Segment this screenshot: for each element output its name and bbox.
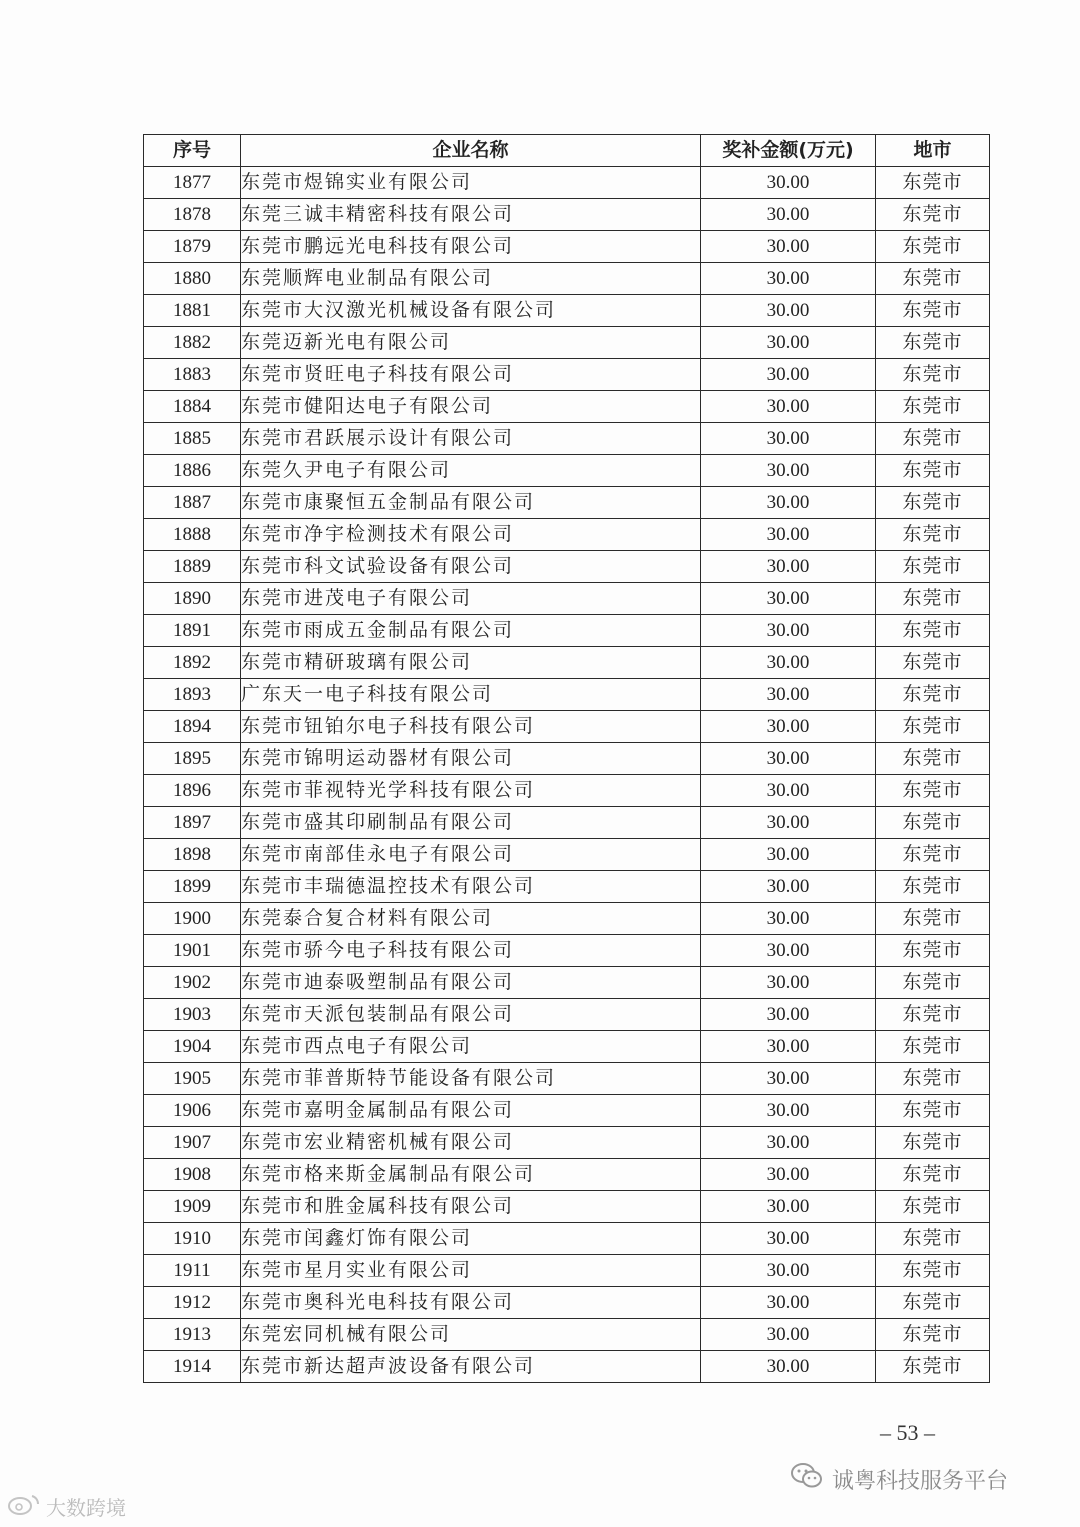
row-index: 1880 xyxy=(144,263,241,295)
city-name: 东莞市 xyxy=(876,231,990,263)
company-name: 广东天一电子科技有限公司 xyxy=(241,679,701,711)
table-row xyxy=(144,999,990,1031)
watermark-left-text: 大数跨境 xyxy=(46,1496,126,1520)
award-amount: 30.00 xyxy=(701,903,876,935)
table-row xyxy=(144,231,990,263)
table-row xyxy=(144,1095,990,1127)
award-amount: 30.00 xyxy=(701,647,876,679)
row-index: 1900 xyxy=(144,903,241,935)
award-amount: 30.00 xyxy=(701,487,876,519)
award-amount: 30.00 xyxy=(701,263,876,295)
award-amount: 30.00 xyxy=(701,1063,876,1095)
row-index: 1908 xyxy=(144,1159,241,1191)
city-name: 东莞市 xyxy=(876,999,990,1031)
header-index: 序号 xyxy=(144,135,241,167)
city-name: 东莞市 xyxy=(876,1095,990,1127)
table-row xyxy=(144,807,990,839)
row-index: 1910 xyxy=(144,1223,241,1255)
award-amount: 30.00 xyxy=(701,679,876,711)
award-amount: 30.00 xyxy=(701,1191,876,1223)
company-name: 东莞市星月实业有限公司 xyxy=(241,1255,701,1287)
table-row xyxy=(144,711,990,743)
row-index: 1882 xyxy=(144,327,241,359)
company-name: 东莞市雨成五金制品有限公司 xyxy=(241,615,701,647)
table-row xyxy=(144,615,990,647)
company-name: 东莞市宏业精密机械有限公司 xyxy=(241,1127,701,1159)
company-name: 东莞市格来斯金属制品有限公司 xyxy=(241,1159,701,1191)
award-amount: 30.00 xyxy=(701,1223,876,1255)
award-amount: 30.00 xyxy=(701,839,876,871)
city-name: 东莞市 xyxy=(876,1127,990,1159)
award-amount: 30.00 xyxy=(701,1095,876,1127)
company-name: 东莞市菲视特光学科技有限公司 xyxy=(241,775,701,807)
table-row xyxy=(144,551,990,583)
city-name: 东莞市 xyxy=(876,647,990,679)
row-index: 1891 xyxy=(144,615,241,647)
city-name: 东莞市 xyxy=(876,1031,990,1063)
city-name: 东莞市 xyxy=(876,199,990,231)
company-name: 东莞市鹏远光电科技有限公司 xyxy=(241,231,701,263)
table-row xyxy=(144,839,990,871)
city-name: 东莞市 xyxy=(876,711,990,743)
table-row xyxy=(144,391,990,423)
company-name: 东莞久尹电子有限公司 xyxy=(241,455,701,487)
city-name: 东莞市 xyxy=(876,455,990,487)
table-row xyxy=(144,903,990,935)
table-row xyxy=(144,423,990,455)
company-name: 东莞市嘉明金属制品有限公司 xyxy=(241,1095,701,1127)
award-amount: 30.00 xyxy=(701,1287,876,1319)
table-row xyxy=(144,1351,990,1383)
city-name: 东莞市 xyxy=(876,871,990,903)
award-amount: 30.00 xyxy=(701,455,876,487)
award-amount: 30.00 xyxy=(701,423,876,455)
city-name: 东莞市 xyxy=(876,775,990,807)
watermark-right xyxy=(790,1462,1008,1496)
company-name: 东莞市健阳达电子有限公司 xyxy=(241,391,701,423)
city-name: 东莞市 xyxy=(876,1159,990,1191)
award-table xyxy=(143,134,990,1383)
row-index: 1885 xyxy=(144,423,241,455)
company-name: 东莞市菲普斯特节能设备有限公司 xyxy=(241,1063,701,1095)
company-name: 东莞市钮铂尔电子科技有限公司 xyxy=(241,711,701,743)
city-name: 东莞市 xyxy=(876,1223,990,1255)
row-index: 1898 xyxy=(144,839,241,871)
award-amount: 30.00 xyxy=(701,615,876,647)
row-index: 1893 xyxy=(144,679,241,711)
city-name: 东莞市 xyxy=(876,679,990,711)
company-name: 东莞市贤旺电子科技有限公司 xyxy=(241,359,701,391)
table-row xyxy=(144,263,990,295)
table-row xyxy=(144,1223,990,1255)
award-amount: 30.00 xyxy=(701,999,876,1031)
table-row xyxy=(144,1319,990,1351)
city-name: 东莞市 xyxy=(876,551,990,583)
company-name: 东莞市进茂电子有限公司 xyxy=(241,583,701,615)
company-name: 东莞市锦明运动器材有限公司 xyxy=(241,743,701,775)
table-row xyxy=(144,295,990,327)
company-name: 东莞市西点电子有限公司 xyxy=(241,1031,701,1063)
row-index: 1881 xyxy=(144,295,241,327)
row-index: 1899 xyxy=(144,871,241,903)
city-name: 东莞市 xyxy=(876,1287,990,1319)
table-header-row xyxy=(144,135,990,167)
header-company-name: 企业名称 xyxy=(241,135,701,167)
city-name: 东莞市 xyxy=(876,839,990,871)
city-name: 东莞市 xyxy=(876,903,990,935)
row-index: 1914 xyxy=(144,1351,241,1383)
table-row xyxy=(144,455,990,487)
city-name: 东莞市 xyxy=(876,1255,990,1287)
company-name: 东莞市奥科光电科技有限公司 xyxy=(241,1287,701,1319)
company-name: 东莞市骄今电子科技有限公司 xyxy=(241,935,701,967)
row-index: 1894 xyxy=(144,711,241,743)
city-name: 东莞市 xyxy=(876,967,990,999)
table-row xyxy=(144,1159,990,1191)
table-row xyxy=(144,871,990,903)
award-amount: 30.00 xyxy=(701,1031,876,1063)
table-row xyxy=(144,519,990,551)
row-index: 1909 xyxy=(144,1191,241,1223)
watermark-right-text: 诚粤科技服务平台 xyxy=(832,1468,1009,1494)
row-index: 1896 xyxy=(144,775,241,807)
award-amount: 30.00 xyxy=(701,807,876,839)
table-row xyxy=(144,1031,990,1063)
table-row xyxy=(144,583,990,615)
company-name: 东莞市大汉激光机械设备有限公司 xyxy=(241,295,701,327)
award-amount: 30.00 xyxy=(701,327,876,359)
company-name: 东莞市南部佳永电子有限公司 xyxy=(241,839,701,871)
award-amount: 30.00 xyxy=(701,1255,876,1287)
row-index: 1892 xyxy=(144,647,241,679)
company-name: 东莞宏同机械有限公司 xyxy=(241,1319,701,1351)
header-award-amount: 奖补金额(万元) xyxy=(701,135,876,167)
row-index: 1903 xyxy=(144,999,241,1031)
row-index: 1907 xyxy=(144,1127,241,1159)
city-name: 东莞市 xyxy=(876,327,990,359)
wechat-icon xyxy=(790,1462,824,1496)
city-name: 东莞市 xyxy=(876,487,990,519)
row-index: 1901 xyxy=(144,935,241,967)
page-number: – 53 – xyxy=(880,1420,935,1445)
table-row xyxy=(144,1063,990,1095)
award-amount: 30.00 xyxy=(701,871,876,903)
city-name: 东莞市 xyxy=(876,423,990,455)
table-row xyxy=(144,1255,990,1287)
row-index: 1884 xyxy=(144,391,241,423)
row-index: 1877 xyxy=(144,167,241,199)
award-amount: 30.00 xyxy=(701,519,876,551)
award-amount: 30.00 xyxy=(701,1159,876,1191)
row-index: 1878 xyxy=(144,199,241,231)
weibo-icon xyxy=(6,1492,42,1521)
header-city: 地市 xyxy=(876,135,990,167)
city-name: 东莞市 xyxy=(876,583,990,615)
table-row xyxy=(144,327,990,359)
row-index: 1913 xyxy=(144,1319,241,1351)
table-row xyxy=(144,1287,990,1319)
award-amount: 30.00 xyxy=(701,743,876,775)
award-amount: 30.00 xyxy=(701,1127,876,1159)
table-row xyxy=(144,935,990,967)
city-name: 东莞市 xyxy=(876,263,990,295)
table-row xyxy=(144,743,990,775)
company-name: 东莞泰合复合材料有限公司 xyxy=(241,903,701,935)
city-name: 东莞市 xyxy=(876,935,990,967)
row-index: 1906 xyxy=(144,1095,241,1127)
award-amount: 30.00 xyxy=(701,967,876,999)
table-row xyxy=(144,775,990,807)
city-name: 东莞市 xyxy=(876,1319,990,1351)
city-name: 东莞市 xyxy=(876,167,990,199)
row-index: 1879 xyxy=(144,231,241,263)
city-name: 东莞市 xyxy=(876,519,990,551)
company-name: 东莞三诚丰精密科技有限公司 xyxy=(241,199,701,231)
award-amount: 30.00 xyxy=(701,295,876,327)
table-row xyxy=(144,167,990,199)
table-row xyxy=(144,647,990,679)
award-amount: 30.00 xyxy=(701,1319,876,1351)
city-name: 东莞市 xyxy=(876,359,990,391)
award-amount: 30.00 xyxy=(701,231,876,263)
row-index: 1905 xyxy=(144,1063,241,1095)
company-name: 东莞市精研玻璃有限公司 xyxy=(241,647,701,679)
company-name: 东莞市和胜金属科技有限公司 xyxy=(241,1191,701,1223)
row-index: 1889 xyxy=(144,551,241,583)
company-name: 东莞市科文试验设备有限公司 xyxy=(241,551,701,583)
row-index: 1888 xyxy=(144,519,241,551)
city-name: 东莞市 xyxy=(876,1063,990,1095)
table-row xyxy=(144,1191,990,1223)
table-body xyxy=(144,167,990,1383)
award-amount: 30.00 xyxy=(701,935,876,967)
award-amount: 30.00 xyxy=(701,711,876,743)
watermark-left xyxy=(6,1492,126,1521)
row-index: 1911 xyxy=(144,1255,241,1287)
company-name: 东莞市天派包装制品有限公司 xyxy=(241,999,701,1031)
table-row xyxy=(144,967,990,999)
company-name: 东莞市盛其印刷制品有限公司 xyxy=(241,807,701,839)
company-name: 东莞迈新光电有限公司 xyxy=(241,327,701,359)
city-name: 东莞市 xyxy=(876,743,990,775)
award-amount: 30.00 xyxy=(701,775,876,807)
table-row xyxy=(144,1127,990,1159)
award-amount: 30.00 xyxy=(701,167,876,199)
city-name: 东莞市 xyxy=(876,295,990,327)
city-name: 东莞市 xyxy=(876,615,990,647)
company-name: 东莞市净宇检测技术有限公司 xyxy=(241,519,701,551)
company-name: 东莞市康聚恒五金制品有限公司 xyxy=(241,487,701,519)
company-name: 东莞市丰瑞德温控技术有限公司 xyxy=(241,871,701,903)
row-index: 1897 xyxy=(144,807,241,839)
award-amount: 30.00 xyxy=(701,391,876,423)
row-index: 1902 xyxy=(144,967,241,999)
city-name: 东莞市 xyxy=(876,807,990,839)
city-name: 东莞市 xyxy=(876,1191,990,1223)
table-row xyxy=(144,487,990,519)
row-index: 1890 xyxy=(144,583,241,615)
company-name: 东莞市君跃展示设计有限公司 xyxy=(241,423,701,455)
table-row xyxy=(144,679,990,711)
row-index: 1895 xyxy=(144,743,241,775)
award-amount: 30.00 xyxy=(701,1351,876,1383)
city-name: 东莞市 xyxy=(876,1351,990,1383)
company-name: 东莞市新达超声波设备有限公司 xyxy=(241,1351,701,1383)
row-index: 1886 xyxy=(144,455,241,487)
award-amount: 30.00 xyxy=(701,551,876,583)
company-name: 东莞顺辉电业制品有限公司 xyxy=(241,263,701,295)
company-name: 东莞市闰鑫灯饰有限公司 xyxy=(241,1223,701,1255)
award-amount: 30.00 xyxy=(701,583,876,615)
row-index: 1904 xyxy=(144,1031,241,1063)
row-index: 1912 xyxy=(144,1287,241,1319)
company-name: 东莞市煜锦实业有限公司 xyxy=(241,167,701,199)
award-amount: 30.00 xyxy=(701,359,876,391)
row-index: 1887 xyxy=(144,487,241,519)
city-name: 东莞市 xyxy=(876,391,990,423)
row-index: 1883 xyxy=(144,359,241,391)
company-name: 东莞市迪泰吸塑制品有限公司 xyxy=(241,967,701,999)
table-row xyxy=(144,199,990,231)
table-row xyxy=(144,359,990,391)
award-amount: 30.00 xyxy=(701,199,876,231)
